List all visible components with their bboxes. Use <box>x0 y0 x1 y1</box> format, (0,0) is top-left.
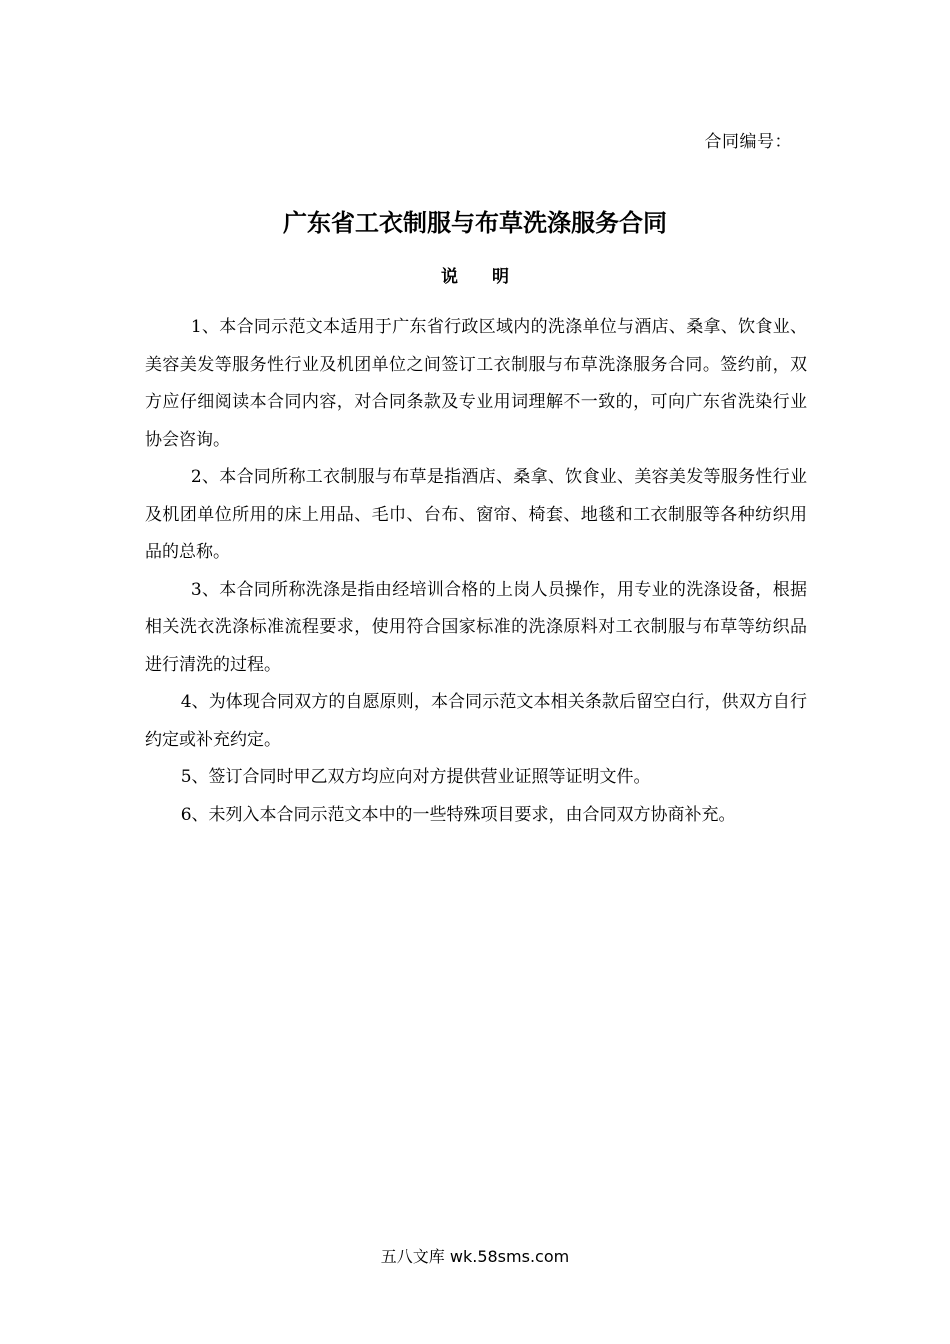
paragraph-3: 3、本合同所称洗涤是指由经培训合格的上岗人员操作，用专业的洗涤设备，根据相关洗衣洗涤标准流程要求，使用符合国家标准的洗涤原料对工衣制服与布草等纺织品进行清洗的过程。 <box>145 579 807 675</box>
contract-number-label: 合同编号： <box>704 132 792 152</box>
section-heading: 说 明 <box>441 267 523 287</box>
footer-watermark: 五八文库 wk.58sms.com <box>380 1247 570 1266</box>
paragraph-2: 2、本合同所称工衣制服与布草是指酒店、桑拿、饮食业、美容美发等服务性行业及机团单位所用的床上用品、毛巾、台布、窗帘、椅套、地毯和工衣制服等各种纺织用品的总称。 <box>145 467 807 562</box>
paragraph-6: 6、未列入本合同示范文本中的一些特殊项目要求，由合同双方协商补充。 <box>180 804 736 825</box>
paragraph-4: 4、为体现合同双方的自愿原则，本合同示范文本相关条款后留空白行，供双方自行约定或补充约定。 <box>145 692 807 750</box>
document-body <box>145 309 807 834</box>
document-title: 广东省工衣制服与布草洗涤服务合同 <box>283 209 667 237</box>
paragraph-5: 5、签订合同时甲乙双方均应向对方提供营业证照等证明文件。 <box>180 767 651 787</box>
paragraph-1: 1、本合同示范文本适用于广东省行政区域内的洗涤单位与酒店、桑拿、饮食业、美容美发等服务性行业及机团单位之间签订工衣制服与布草洗涤服务合同。签约前，双方应仔细阅读本合同内容，对合同条款及专业用词理解不一致的，可向广东省洗染行业协会咨询。 <box>145 317 807 450</box>
